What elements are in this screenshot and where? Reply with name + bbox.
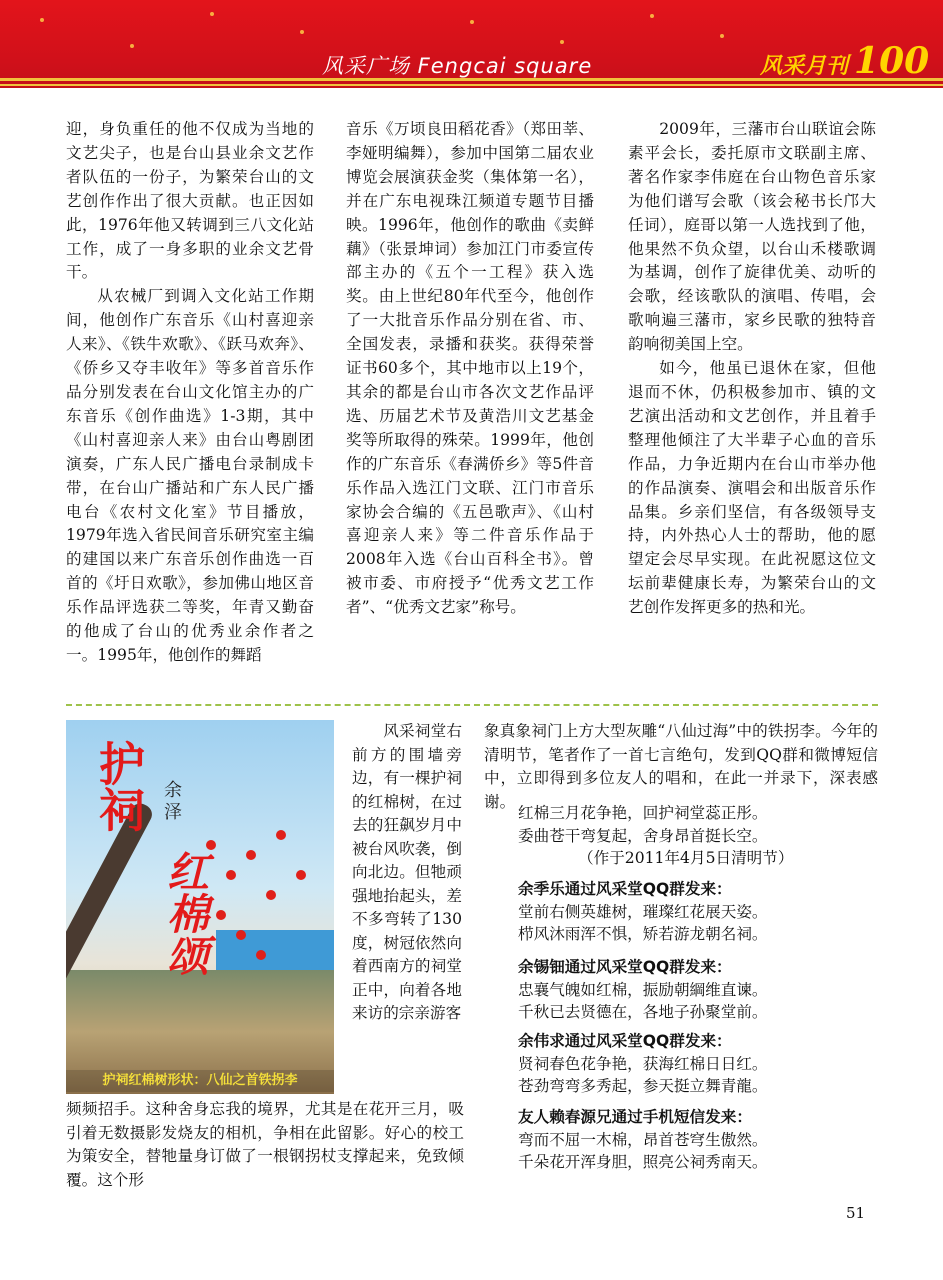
reply-line: 堂前右侧英雄树，璀璨红花展天姿。: [518, 902, 768, 921]
photo-author: 余泽: [161, 780, 182, 824]
decor-spark: [210, 12, 214, 16]
poem-line: 委曲苍干弯复起，舍身昂首挺长空。: [518, 826, 768, 845]
decor-spark: [40, 18, 44, 22]
photo-court: [216, 930, 334, 970]
page-number: 51: [846, 1204, 866, 1222]
magazine-name: 风采月刊: [760, 53, 849, 79]
paragraph: 音乐《万顷良田稻花香》（郑田莘、李娅明编舞），参加中国第二届农业博览会展演获金奖（集体第一名），并在广东电视珠江频道专题节目播映。1996年，他创作的歌曲《卖鲜藕》（张景坤词）参加江门市委宣传部主办的《五个一工程》获入选奖。由上世纪80年代至今，他创作了一大批音乐作品分别在省、市、全国发表，录播和获奖。获得荣誉证书60多个，其中地市以上19个，其余的都是台山市各次文艺作品评选、历届艺术节及黄浩川文艺基金奖等所取得的殊荣。1999年，他创作的广东音乐《春满侨乡》等5件音乐作品入选江门文联、江门市音乐家协会合编的《五邑歌声》、《山村喜迎亲人来》等二件音乐作品于2008年入选《台山百科全书》。曾被市委、市府授予“优秀文艺工作者”、“优秀文艺家”称号。: [346, 120, 594, 617]
header-gold-line: [0, 84, 943, 86]
reply-label: 余季乐通过风采堂QQ群发来：: [518, 880, 732, 898]
photo-caption: 护祠红棉树形状：八仙之首铁拐李: [66, 1070, 334, 1092]
reply-1: [518, 878, 768, 946]
reply-line: 弯而不屈一木棉，昂首苍穹生傲然。: [518, 1130, 768, 1149]
article-wide-block: [66, 1098, 464, 1192]
decor-spark: [130, 44, 134, 48]
article-column-2: [346, 118, 594, 620]
article-column-1: [66, 118, 314, 668]
reply-label: 余伟求通过风采堂QQ群发来：: [518, 1032, 732, 1050]
blossom: [216, 910, 226, 920]
article-narrow-column: [352, 720, 462, 1026]
reply-label: 友人赖春源兄通过手机短信发来：: [518, 1108, 752, 1126]
article-column-3: [628, 118, 876, 620]
reply-line: 苍劲弯弯多秀起，参天挺立舞青龍。: [518, 1077, 768, 1095]
paragraph: 如今，他虽已退休在家，但他退而不休，仍积极参加市、镇的文艺演出活动和文艺创作，并且着手整理他倾注了大半辈子心血的音乐作品，力争近期内在台山市举办他的作品演奏、演唱会和出版音乐作品集。乡亲们坚信，有各级领导支持，内外热心人士的帮助，他的愿望定会尽早实现。在此祝愿这位文坛前辈健康长寿，为繁荣台山的文艺创作发挥更多的热和光。: [628, 359, 876, 617]
decor-spark: [720, 34, 724, 38]
paragraph: 迎，身负重任的他不仅成为当地的文艺尖子，也是台山县业余文艺作者队伍的一份子，为繁荣台山的文艺创作作出了很大贡献。也正因如此，1976年他又转调到三八文化站工作，成了一身多职的业余文艺骨干。: [66, 120, 314, 282]
reply-4: [518, 1106, 768, 1174]
photo-title-sub: 红棉颂: [161, 850, 210, 976]
blossom: [206, 840, 216, 850]
reply-2: [518, 956, 768, 1024]
reply-line: 栉风沐雨浑不惧，矫若游龙朝名祠。: [518, 925, 768, 943]
kapok-tree-photo: [66, 720, 334, 1094]
poem-note: （作于2011年4月5日清明节）: [578, 849, 794, 867]
paragraph: 2009年，三藩市台山联谊会陈素平会长，委托原市文联副主席、著名作家李伟庭在台山物色音乐家为他们谱写会歌（该会秘书长邝大任词），庭哥以第一人选找到了他，他果然不负众望，以台山禾楼歌调为基调，创作了旋律优美、动听的会歌，经该歌队的演唱、传唱，会歌响遍三藩市，家乡民歌的独特音韵响彻美国上空。: [628, 120, 876, 354]
decor-spark: [650, 14, 654, 18]
section-divider: [66, 704, 878, 706]
paragraph: 从农械厂到调入文化站工作期间，他创作广东音乐《山村喜迎亲人来》、《铁牛欢歌》、《跃马欢奔》、《侨乡又夺丰收年》等多首音乐作品分别发表在台山文化馆主办的广东音乐《创作曲选》1-3期，其中《山村喜迎亲人来》由台山粤剧团演奏，广东人民广播电台录制成卡带，在台山广播站和广东人民广播电台《农村文化室》节目播放，1979年选入省民间音乐研究室主编的建国以来广东音乐创作曲选一百首的《圩日欢歌》，参加佛山地区音乐作品评选获二等奖，年青又勤奋的他成了台山的优秀业余作者之一。1995年，他创作的舞蹈: [66, 287, 314, 664]
poem-line: 红棉三月花争艳，回护祠堂蕊正彤。: [518, 804, 768, 822]
reply-line: 千秋已去贤德在，各地子孙聚堂前。: [518, 1003, 768, 1021]
reply-label: 余锡钿通过风采堂QQ群发来：: [518, 958, 732, 976]
paragraph: 象真象祠门上方大型灰雕“八仙过海”中的铁拐李。今年的清明节，笔者作了一首七言绝句，发到QQ群和微博短信中，立即得到多位友人的唱和，在此一并录下，深表感谢。: [484, 722, 878, 811]
reply-line: 忠襄气魄如红棉，振励朝綱维直谏。: [518, 980, 768, 999]
blossom: [296, 870, 306, 880]
decor-spark: [470, 20, 474, 24]
blossom: [236, 930, 246, 940]
blossom: [226, 870, 236, 880]
page-header: [0, 0, 943, 88]
issue-number: 100: [854, 40, 930, 82]
magazine-logo: [760, 40, 929, 82]
poem-main: [518, 802, 793, 870]
paragraph: 风采祠堂右前方的围墙旁边，有一棵护祠的红棉树，在过去的狂飙岁月中被台风吹袭，倒向北边。但牠顽强地抬起头，差不多弯转了130度，树冠依然向着西南方的祠堂正中，向着各地来访的宗亲游客: [352, 722, 462, 1022]
photo-title-main: 护祠: [92, 740, 146, 832]
reply-3: [518, 1030, 768, 1098]
reply-line: 贤祠春色花争艳，获海红棉日日红。: [518, 1054, 768, 1073]
blossom: [246, 850, 256, 860]
paragraph: 频频招手。这种舍身忘我的境界，尤其是在花开三月，吸引着无数摄影发烧友的相机，争相在此留影。好心的校工为策安全，替牠量身订做了一根钢拐杖支撑起来，免致倾覆。这个形: [66, 1100, 464, 1189]
decor-spark: [300, 30, 304, 34]
blossom: [256, 950, 266, 960]
section-title: 风采广场 Fengcai square: [322, 54, 593, 78]
reply-line: 千朵花开浑身胆，照亮公祠秀南天。: [518, 1153, 768, 1171]
decor-spark: [560, 40, 564, 44]
article-right-intro: [484, 720, 878, 814]
blossom: [266, 890, 276, 900]
blossom: [276, 830, 286, 840]
